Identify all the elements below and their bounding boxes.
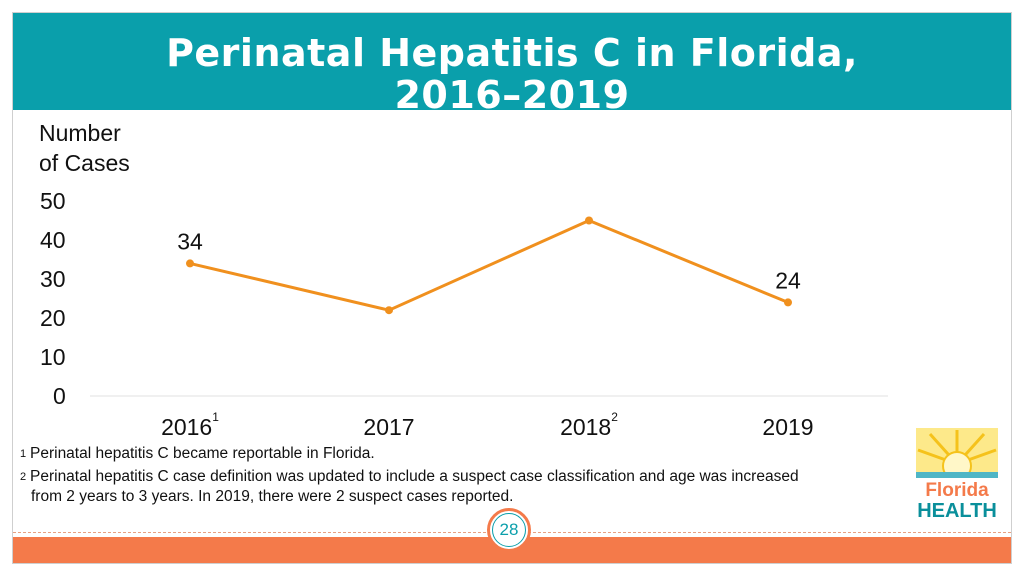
series-line [190, 221, 788, 311]
page-number: 28 [492, 513, 526, 547]
y-axis-label-line-2: of Cases [39, 150, 130, 176]
x-tick-2016: 2016$^1$ [161, 410, 219, 440]
y-tick-label: 10 [40, 344, 66, 370]
y-tick-label: 20 [40, 305, 66, 331]
svg-text:Florida: Florida [925, 480, 989, 501]
data-point-2018 [585, 217, 593, 225]
y-tick-label: 30 [40, 266, 66, 292]
data-point-2019 [784, 298, 792, 306]
x-tick-2018: 2018$^2$ [560, 410, 618, 440]
florida-health-logo-icon [916, 428, 998, 520]
data-point-2017 [385, 306, 393, 314]
footnotes [20, 444, 900, 506]
slide-title-line-1: Perinatal Hepatitis C in Florida, [166, 31, 858, 75]
footnote-text: Perinatal hepatitis C case definition was updated to include a suspect case classification and age was increased [30, 468, 799, 485]
page-number-badge [487, 508, 531, 552]
data-point-2016 [186, 259, 194, 267]
footnote-2-continuation: from 2 years to 3 years. In 2019, there were 2 suspect cases reported. [31, 488, 514, 505]
y-tick-label: 0 [53, 383, 66, 409]
footnote-marker: 2 [20, 471, 27, 483]
y-axis-label-line-1: Number [39, 120, 121, 146]
footnote-text: Perinatal hepatitis C became reportable in Florida. [30, 445, 375, 462]
data-label-2016: 34 [177, 228, 203, 255]
slide-title-line-2: 2016–2019 [394, 73, 630, 117]
data-label-2019: 24 [775, 267, 801, 294]
footnote-marker: 1 [20, 448, 27, 460]
footnote-1 [20, 444, 900, 464]
svg-text:HEALTH: HEALTH [917, 500, 997, 520]
y-tick-label: 40 [40, 227, 66, 253]
x-tick-2017: 2017 [363, 414, 415, 440]
footnote-2 [20, 467, 900, 487]
x-tick-2019: 2019 [762, 414, 814, 440]
y-tick-label: 50 [40, 188, 66, 214]
